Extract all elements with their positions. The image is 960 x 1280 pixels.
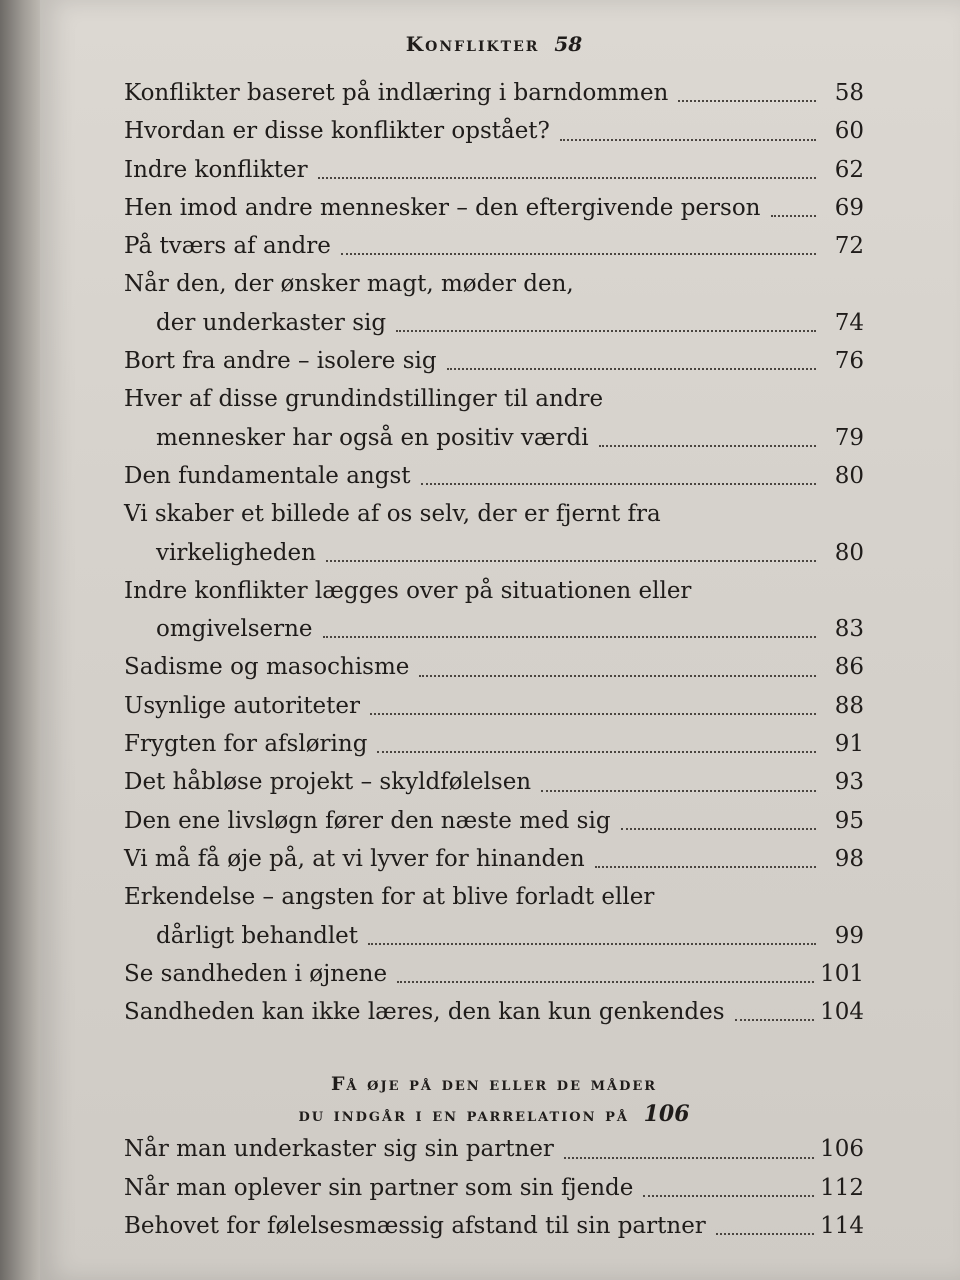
dot-leader [771, 215, 817, 217]
toc-entry-title: Behovet for følelsesmæssig afstand til sin partner [124, 1213, 706, 1240]
section-heading-page: 106 [643, 1101, 690, 1128]
toc-entry-page-number: 69 [834, 194, 864, 221]
toc-entry-page-number: 114 [820, 1213, 864, 1240]
toc-entry-title-line: Erkendelse – angsten for at blive forladt eller [124, 884, 655, 911]
toc-entry [124, 112, 864, 150]
dot-leader [595, 866, 816, 868]
toc-entry-title: Usynlige autoriteter [124, 692, 361, 719]
toc-entry-title-line: Hver af disse grundindstillinger til andre [124, 386, 604, 413]
toc-entry-title: Hen imod andre mennesker – den eftergivende person [124, 194, 761, 221]
dot-leader [397, 981, 814, 983]
toc-entry-title: Frygten for afsløring [124, 731, 368, 758]
toc-entry [124, 802, 864, 840]
toc-entry-page-number: 62 [834, 156, 864, 183]
toc-entry [124, 725, 864, 763]
section-heading-title: Konflikter [405, 32, 540, 56]
toc-entry-row [124, 993, 864, 1031]
toc-entry-page-number: 101 [820, 960, 864, 987]
toc-entry [124, 495, 864, 572]
toc-entry-title: Vi må få øje på, at vi lyver for hinanden [124, 845, 585, 872]
toc-entry-page-number: 74 [834, 309, 864, 336]
dot-leader [599, 445, 816, 447]
toc-entry-row [124, 112, 864, 150]
toc-entry-title: omgivelserne [156, 616, 313, 643]
toc-entry-title: Det håbløse projekt – skyldfølelsen [124, 769, 532, 796]
section-heading-line-1: Få øje på den eller de måder [330, 1073, 658, 1096]
toc-entry-title: Hvordan er disse konflikter opstået? [124, 118, 550, 145]
toc-entry [124, 74, 864, 112]
toc-entry [124, 1130, 864, 1168]
toc-entry [124, 572, 864, 649]
toc-entry-row [124, 1207, 864, 1245]
toc-entry-page-number: 58 [834, 80, 864, 106]
toc-entry-title: Bort fra andre – isolere sig [124, 348, 437, 375]
toc-entry [124, 189, 864, 227]
toc-entry-row [124, 189, 864, 227]
dot-leader [368, 943, 816, 945]
dot-leader [419, 675, 816, 677]
dot-leader [421, 483, 816, 485]
dot-leader [621, 828, 816, 830]
toc-entry-page-number: 91 [834, 731, 864, 758]
dot-leader [370, 713, 816, 715]
toc-entry-page-number: 76 [834, 348, 864, 375]
toc-entry-row [124, 342, 864, 380]
toc-list-parrelation [124, 1130, 864, 1245]
section-heading-page: 58 [554, 32, 583, 56]
toc-entry [124, 380, 864, 457]
section-heading-parrelation [124, 1069, 864, 1130]
toc-entry-row [124, 419, 864, 457]
toc-entry-title: mennesker har også en positiv værdi [156, 424, 589, 451]
toc-entry [124, 763, 864, 801]
toc-entry-row [124, 917, 864, 955]
dot-leader [326, 560, 816, 562]
toc-entry [124, 1169, 864, 1207]
toc-entry [124, 151, 864, 189]
toc-entry-title-line: Når den, der ønsker magt, møder den, [124, 271, 574, 298]
dot-leader [735, 1019, 815, 1021]
toc-entry-title: Når man underkaster sig sin partner [124, 1136, 554, 1163]
toc-entry-page-number: 106 [820, 1136, 864, 1163]
book-gutter [0, 0, 40, 1280]
toc-entry-page-number: 112 [820, 1174, 864, 1201]
toc-entry [124, 878, 864, 955]
toc-entry-row [124, 457, 864, 495]
toc-entry-title: Når man oplever sin partner som sin fjende [124, 1174, 634, 1201]
toc-entry-title: Sadisme og masochisme [124, 654, 410, 681]
toc-entry-page-number: 98 [834, 845, 864, 872]
dot-leader [341, 253, 816, 255]
toc-entry [124, 687, 864, 725]
dot-leader [318, 177, 816, 179]
toc-entry [124, 227, 864, 265]
toc-entry-title: der underkaster sig [156, 309, 387, 336]
toc-entry-title: Se sandheden i øjnene [124, 960, 388, 987]
toc-entry-page-number: 95 [834, 807, 864, 834]
toc-entry-page-number: 88 [834, 692, 864, 719]
toc-entry [124, 955, 864, 993]
toc-entry-page-number: 79 [834, 424, 864, 451]
toc-entry [124, 1207, 864, 1245]
toc-entry [124, 457, 864, 495]
dot-leader [716, 1233, 814, 1235]
toc-content [124, 0, 864, 1245]
toc-entry-title: virkeligheden [156, 539, 316, 566]
dot-leader [377, 751, 816, 753]
toc-entry-row [124, 763, 864, 801]
toc-entry-row [124, 802, 864, 840]
toc-entry [124, 648, 864, 686]
toc-entry-page-number: 93 [834, 769, 864, 796]
toc-entry [124, 840, 864, 878]
toc-entry-title: Konflikter baseret på indlæring i barndommen [124, 80, 669, 106]
dot-leader [323, 636, 816, 638]
toc-entry-row [124, 74, 864, 112]
toc-entry-page-number: 99 [834, 922, 864, 949]
toc-entry-page-number: 72 [834, 233, 864, 260]
dot-leader [564, 1157, 814, 1159]
toc-entry-title: På tværs af andre [124, 233, 331, 260]
section-heading-konflikter [124, 0, 864, 74]
toc-entry-title: Den ene livsløgn fører den næste med sig [124, 807, 611, 834]
toc-entry [124, 265, 864, 342]
dot-leader [643, 1195, 814, 1197]
toc-entry-page-number: 86 [834, 654, 864, 681]
toc-entry-page-number: 60 [834, 118, 864, 145]
book-page [40, 0, 960, 1280]
toc-entry-row [124, 151, 864, 189]
toc-entry-title: Indre konflikter [124, 156, 308, 183]
toc-entry [124, 993, 864, 1031]
toc-entry-row [124, 955, 864, 993]
toc-entry-row [124, 227, 864, 265]
toc-entry-page-number: 83 [834, 616, 864, 643]
toc-entry-title: dårligt behandlet [156, 922, 359, 949]
toc-entry-row [124, 1130, 864, 1168]
toc-entry-page-number: 80 [834, 539, 864, 566]
dot-leader [396, 330, 816, 332]
toc-entry-title: Den fundamentale angst [124, 462, 411, 489]
toc-entry-row [124, 648, 864, 686]
toc-entry-title: Sandheden kan ikke læres, den kan kun genkendes [124, 999, 725, 1026]
toc-entry-page-number: 104 [820, 999, 864, 1026]
toc-entry-title-line: Vi skaber et billede af os selv, der er fjernt fra [124, 501, 661, 528]
section-heading-line-2: du indgår i en parrelation på [298, 1104, 629, 1127]
dot-leader [560, 139, 816, 141]
toc-list-konflikter [124, 74, 864, 1031]
dot-leader [541, 790, 816, 792]
toc-entry-title-line: Indre konflikter lægges over på situationen eller [124, 577, 692, 604]
toc-entry [124, 342, 864, 380]
toc-entry-row [124, 304, 864, 342]
dot-leader [678, 100, 816, 102]
toc-entry-row [124, 840, 864, 878]
dot-leader [447, 368, 816, 370]
toc-entry-row [124, 1169, 864, 1207]
toc-entry-page-number: 80 [834, 462, 864, 489]
toc-entry-row [124, 725, 864, 763]
toc-entry-row [124, 534, 864, 572]
toc-entry-row [124, 610, 864, 648]
toc-entry-row [124, 687, 864, 725]
